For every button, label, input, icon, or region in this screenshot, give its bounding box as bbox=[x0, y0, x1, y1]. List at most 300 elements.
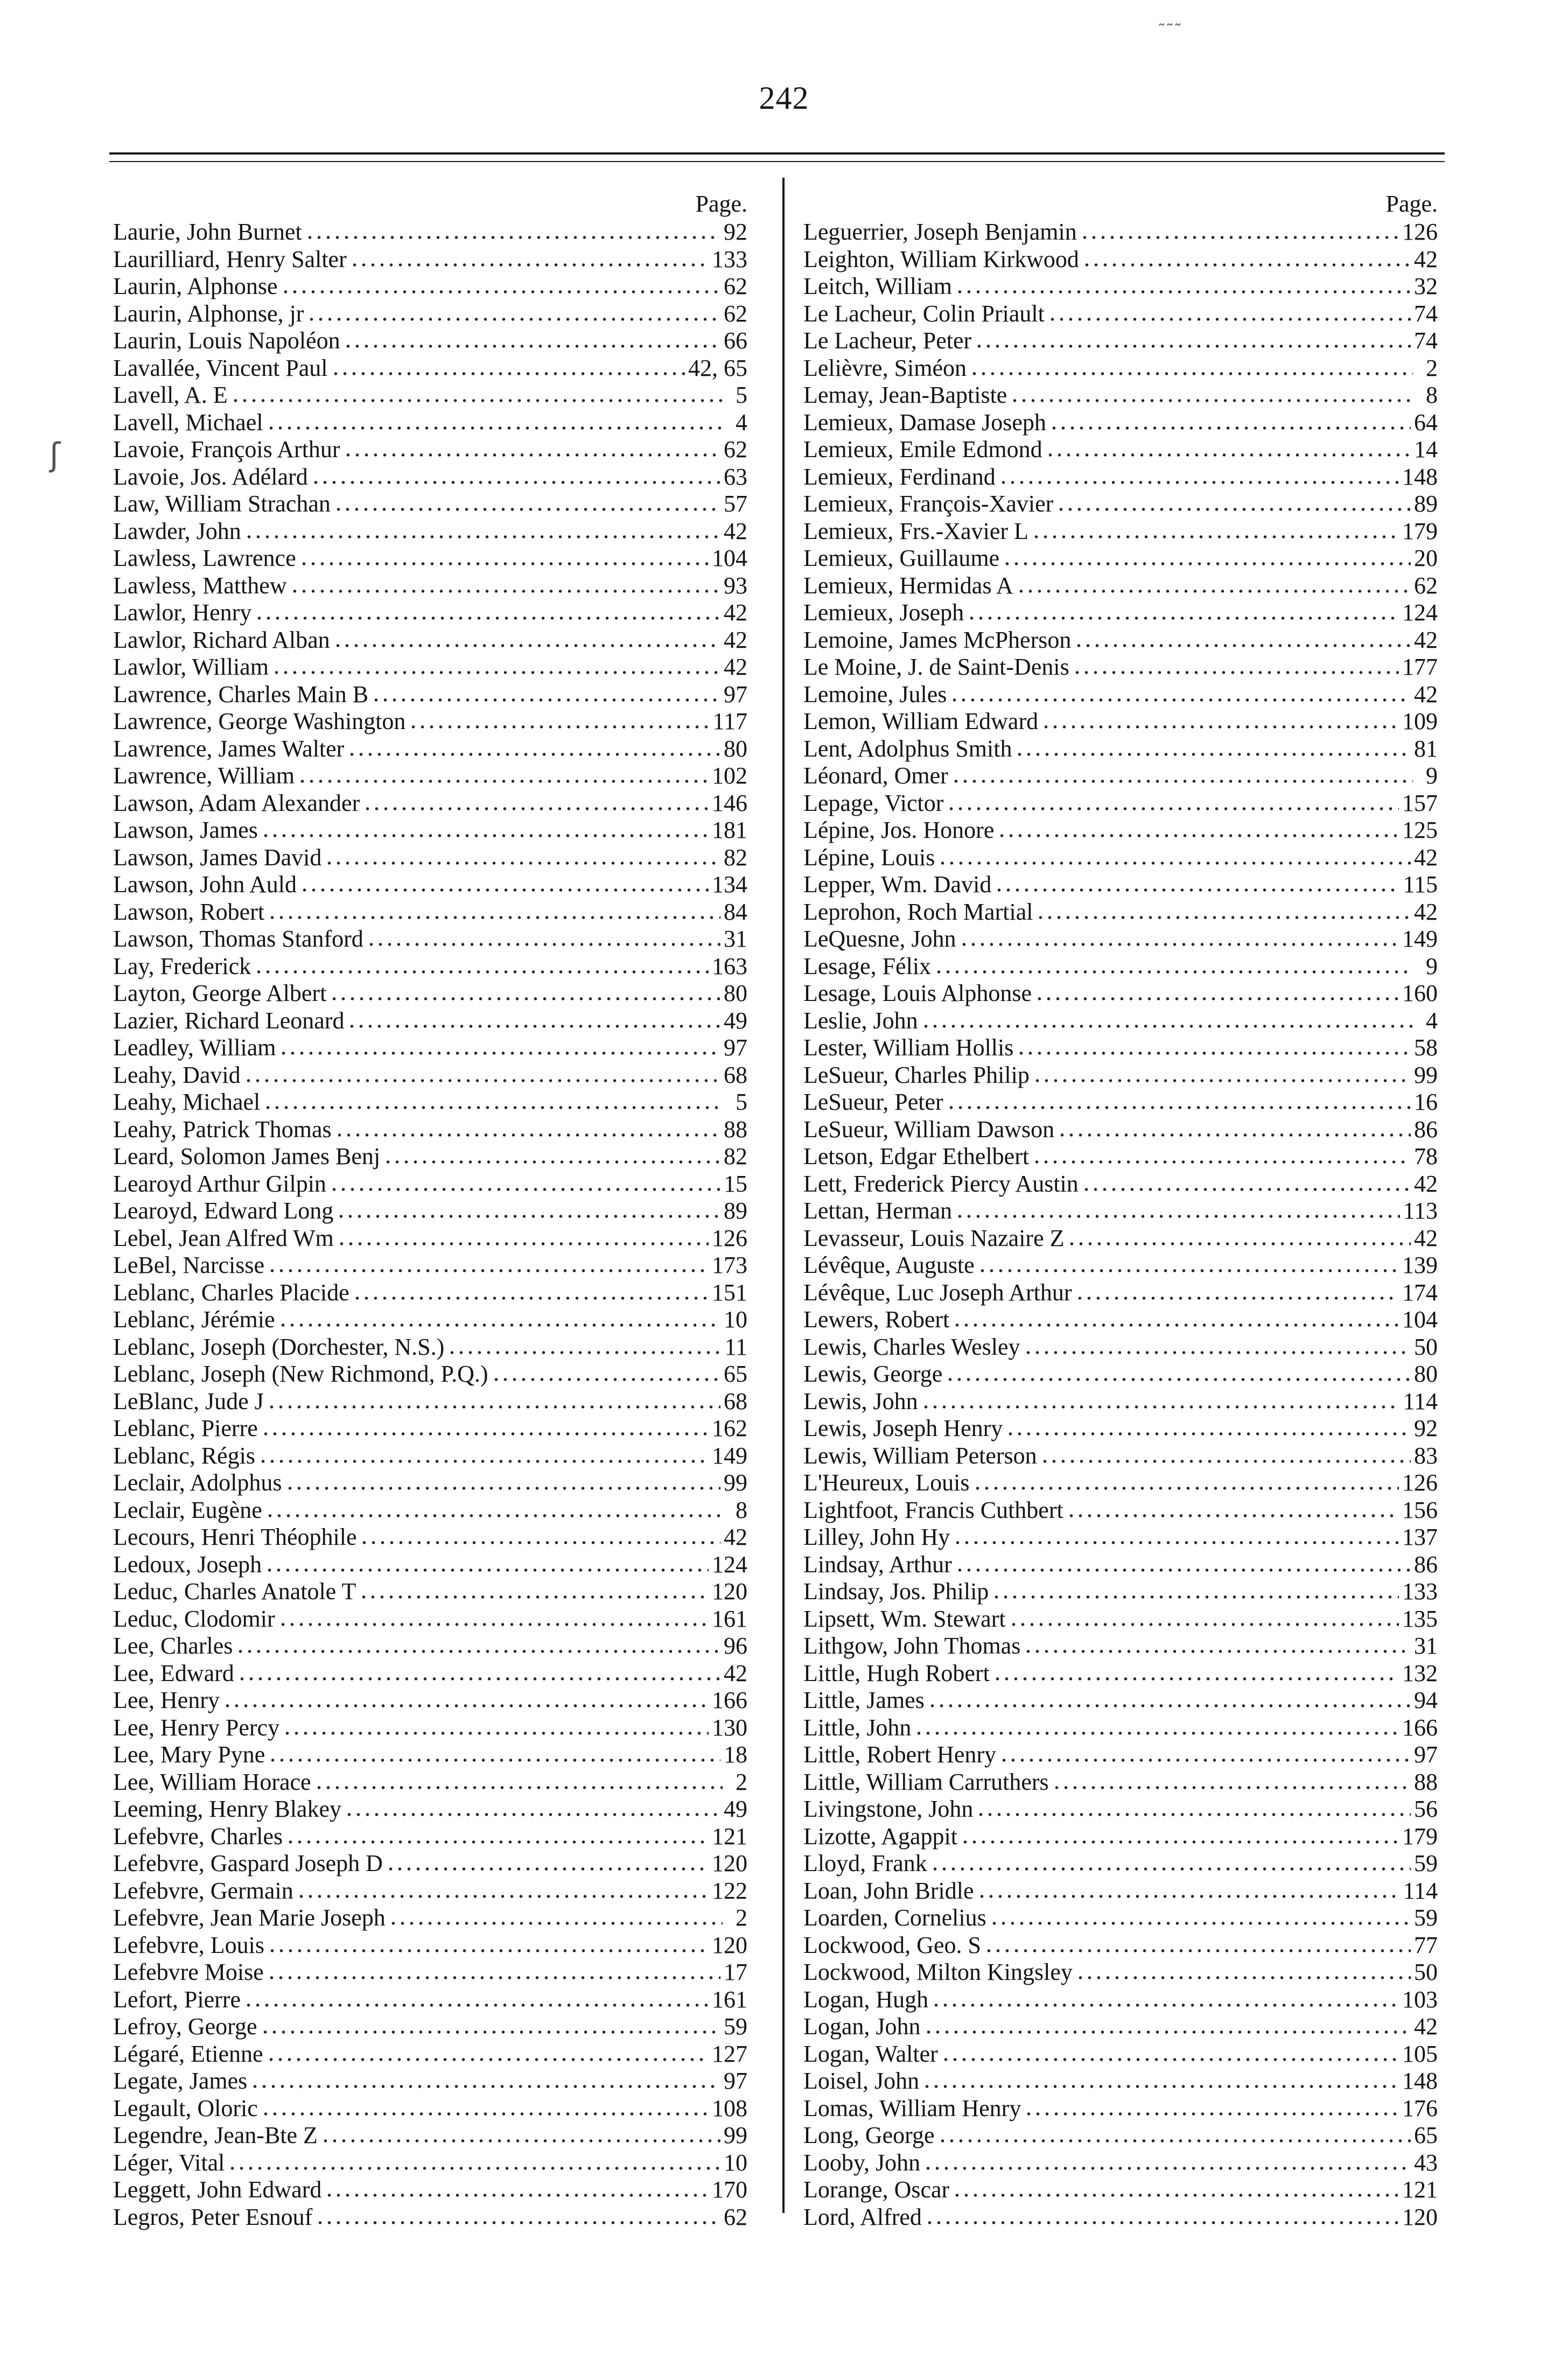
entry-page: 121 bbox=[712, 1823, 747, 1850]
entry-page: 59 bbox=[1414, 1904, 1438, 1931]
entry-name: Lepper, Wm. David bbox=[803, 871, 992, 898]
entry-page: 57 bbox=[724, 491, 747, 517]
index-entry bbox=[113, 1524, 747, 1551]
entry-page: 149 bbox=[1402, 926, 1438, 952]
entry-page: 8 bbox=[1426, 382, 1438, 408]
entry-page: 137 bbox=[1402, 1524, 1438, 1550]
dot-leader bbox=[938, 2139, 1411, 2143]
entry-page: 174 bbox=[1402, 1279, 1438, 1306]
index-entry bbox=[113, 382, 747, 409]
dot-leader bbox=[921, 1024, 1413, 1028]
dot-leader bbox=[285, 1486, 721, 1490]
entry-name: Lipsett, Wm. Stewart bbox=[803, 1605, 1006, 1632]
entry-name: Lavoie, François Arthur bbox=[113, 436, 340, 463]
index-entry bbox=[803, 2068, 1438, 2095]
entry-page: 2 bbox=[736, 1904, 747, 1931]
entry-name: Lefebvre, Louis bbox=[113, 1931, 264, 1958]
index-entry bbox=[113, 1904, 747, 1932]
entry-page: 50 bbox=[1414, 1959, 1438, 1985]
entry-name: Lawlor, William bbox=[113, 654, 269, 680]
entry-name: Layton, George Albert bbox=[113, 980, 327, 1006]
dot-leader bbox=[347, 1024, 720, 1028]
entry-name: Leclair, Adolphus bbox=[113, 1469, 282, 1496]
entry-page: 133 bbox=[1402, 1578, 1438, 1605]
dot-leader bbox=[1010, 398, 1413, 403]
entry-name: Lewis, Joseph Henry bbox=[803, 1415, 1003, 1441]
entry-name: Lee, Henry Percy bbox=[113, 1714, 280, 1741]
entry-page: 181 bbox=[712, 817, 747, 843]
entry-page: 160 bbox=[1402, 980, 1438, 1006]
index-entry bbox=[803, 1551, 1438, 1579]
dot-leader bbox=[1082, 263, 1411, 267]
index-entry bbox=[803, 1660, 1438, 1687]
index-entry bbox=[803, 1524, 1438, 1551]
dot-leader bbox=[347, 752, 720, 757]
entry-page: 126 bbox=[1402, 219, 1438, 245]
entry-name: Logan, John bbox=[803, 2013, 921, 2040]
entry-name: L'Heureux, Louis bbox=[803, 1469, 970, 1496]
entry-page: 81 bbox=[1414, 735, 1438, 762]
entry-page: 4 bbox=[736, 409, 747, 436]
index-entry bbox=[803, 518, 1438, 545]
entry-page: 146 bbox=[712, 789, 747, 816]
entry-page: 42 bbox=[724, 1659, 747, 1686]
dot-leader bbox=[316, 2221, 720, 2225]
entry-page: 121 bbox=[1402, 2176, 1438, 2203]
entry-name: Lindsay, Jos. Philip bbox=[803, 1578, 989, 1605]
dot-leader bbox=[1074, 643, 1411, 648]
index-entry bbox=[803, 1089, 1438, 1116]
entry-name: Law, William Strachan bbox=[113, 491, 331, 517]
entry-name: Laurin, Alphonse bbox=[113, 273, 278, 299]
entry-page: 89 bbox=[1414, 491, 1438, 517]
entry-page: 124 bbox=[1402, 599, 1438, 626]
entry-name: LeSueur, Charles Philip bbox=[803, 1061, 1030, 1088]
entry-page: 109 bbox=[1402, 708, 1438, 734]
index-entry bbox=[803, 1361, 1438, 1388]
entry-name: Lester, William Hollis bbox=[803, 1034, 1014, 1061]
index-entry bbox=[113, 899, 747, 926]
entry-name: Lefebvre, Charles bbox=[113, 1823, 283, 1850]
entry-page: 2 bbox=[736, 1768, 747, 1795]
entry-name: Legault, Oloric bbox=[113, 2095, 258, 2121]
entry-page: 126 bbox=[712, 1224, 747, 1251]
entry-name: Lemon, William Edward bbox=[803, 708, 1039, 734]
entry-name: Lawless, Lawrence bbox=[113, 545, 296, 571]
index-entry bbox=[803, 2041, 1438, 2068]
index-entry bbox=[803, 2176, 1438, 2204]
index-entry bbox=[803, 382, 1438, 409]
dot-leader bbox=[254, 970, 709, 974]
entry-name: LeQuesne, John bbox=[803, 926, 956, 952]
dot-leader bbox=[261, 2112, 709, 2116]
entry-name: Lettan, Herman bbox=[803, 1197, 953, 1224]
index-entry bbox=[803, 2122, 1438, 2149]
entry-name: Lawson, Adam Alexander bbox=[113, 789, 360, 816]
dot-leader bbox=[272, 670, 720, 675]
dot-leader bbox=[1052, 1785, 1411, 1790]
entry-name: LeSueur, Peter bbox=[803, 1089, 943, 1115]
entry-name: Lefebvre, Jean Marie Joseph bbox=[113, 1904, 386, 1931]
dot-leader bbox=[955, 290, 1411, 294]
entry-page: 132 bbox=[1402, 1659, 1438, 1686]
dot-leader bbox=[267, 2057, 709, 2062]
entry-name: Lecours, Henri Théophile bbox=[113, 1524, 357, 1550]
entry-page: 120 bbox=[1402, 2203, 1438, 2230]
index-entry bbox=[113, 654, 747, 681]
entry-name: Lebel, Jean Alfred Wm bbox=[113, 1224, 334, 1251]
entry-name: Lawrence, Charles Main B bbox=[113, 681, 369, 708]
entry-name: Lesage, Félix bbox=[803, 953, 932, 979]
index-entry bbox=[113, 953, 747, 981]
entry-name: Lemieux, Damase Joseph bbox=[803, 409, 1046, 436]
index-entry bbox=[803, 246, 1438, 274]
dot-leader bbox=[922, 2084, 1399, 2089]
entry-page: 125 bbox=[1402, 817, 1438, 843]
entry-page: 97 bbox=[724, 1034, 747, 1061]
index-entry bbox=[113, 518, 747, 545]
index-entry bbox=[803, 599, 1438, 627]
entry-name: Lizotte, Agappit bbox=[803, 1823, 957, 1850]
index-entry bbox=[803, 219, 1438, 246]
index-entry bbox=[113, 1606, 747, 1633]
dot-leader bbox=[265, 1568, 709, 1572]
entry-name: Learoyd Arthur Gilpin bbox=[113, 1170, 326, 1197]
entry-name: Lawder, John bbox=[113, 517, 241, 544]
dot-leader bbox=[970, 372, 1413, 376]
index-entry bbox=[113, 2095, 747, 2123]
dot-leader bbox=[286, 1840, 709, 1844]
entry-name: Leighton, William Kirkwood bbox=[803, 246, 1079, 272]
entry-name: Lavallée, Vincent Paul bbox=[113, 354, 328, 381]
dot-leader bbox=[279, 1051, 720, 1055]
entry-page: 42 bbox=[724, 654, 747, 680]
dot-leader bbox=[268, 1758, 720, 1762]
entry-page: 114 bbox=[1403, 1388, 1438, 1414]
entry-name: Lefebvre, Gaspard Joseph D bbox=[113, 1850, 383, 1876]
index-entry bbox=[113, 1361, 747, 1388]
entry-page: 99 bbox=[724, 1469, 747, 1496]
index-entry bbox=[803, 409, 1438, 437]
entry-name: Lévêque, Auguste bbox=[803, 1252, 975, 1278]
entry-name: Lockwood, Geo. S bbox=[803, 1931, 981, 1958]
index-entry bbox=[113, 1442, 747, 1470]
entry-name: Lewis, Charles Wesley bbox=[803, 1333, 1020, 1360]
entry-name: Lawlor, Richard Alban bbox=[113, 626, 330, 653]
dot-leader bbox=[1041, 725, 1399, 729]
entry-name: Lesage, Louis Alphonse bbox=[803, 980, 1032, 1006]
index-entry bbox=[113, 1143, 747, 1171]
index-entry bbox=[113, 2013, 747, 2041]
index-entry bbox=[113, 1034, 747, 1062]
entry-page: 134 bbox=[712, 871, 747, 898]
index-entry bbox=[113, 1850, 747, 1878]
entry-page: 161 bbox=[712, 1605, 747, 1632]
dot-leader bbox=[300, 888, 709, 892]
dot-leader bbox=[1082, 1187, 1411, 1192]
index-entry bbox=[113, 219, 747, 246]
entry-name: Learoyd, Edward Long bbox=[113, 1197, 334, 1224]
entry-page: 11 bbox=[724, 1333, 747, 1360]
right-column bbox=[803, 190, 1438, 2231]
entry-page: 102 bbox=[712, 762, 747, 789]
entry-page: 177 bbox=[1402, 654, 1438, 680]
index-entry bbox=[113, 273, 747, 300]
entry-name: Lloyd, Frank bbox=[803, 1850, 927, 1876]
entry-name: Laurilliard, Henry Salter bbox=[113, 246, 347, 272]
entry-page: 88 bbox=[1414, 1768, 1438, 1795]
index-entry bbox=[113, 871, 747, 899]
entry-name: Leguerrier, Joseph Benjamin bbox=[803, 219, 1077, 245]
entry-name: Lavoie, Jos. Adélard bbox=[113, 463, 308, 490]
dot-leader bbox=[353, 1296, 709, 1300]
index-entry bbox=[803, 1687, 1438, 1714]
entry-page: 62 bbox=[1414, 572, 1438, 599]
dot-leader bbox=[1040, 1459, 1411, 1463]
dot-leader bbox=[267, 1405, 720, 1409]
dot-leader bbox=[305, 235, 720, 240]
entry-name: Lilley, John Hy bbox=[803, 1524, 950, 1550]
index-entry bbox=[803, 1959, 1438, 1986]
entry-page: 83 bbox=[1414, 1442, 1438, 1469]
dot-leader bbox=[244, 2003, 709, 2007]
entry-page: 163 bbox=[712, 953, 747, 979]
index-entry bbox=[803, 2095, 1438, 2123]
entry-page: 42 bbox=[724, 517, 747, 544]
index-entry bbox=[113, 1714, 747, 1742]
index-entry bbox=[803, 1850, 1438, 1878]
dot-leader bbox=[331, 372, 685, 376]
entry-page: 166 bbox=[712, 1687, 747, 1713]
dot-leader bbox=[1024, 2112, 1399, 2116]
entry-page: 166 bbox=[1402, 1714, 1438, 1741]
dot-leader bbox=[337, 1214, 720, 1218]
entry-page: 89 bbox=[724, 1197, 747, 1224]
entry-page: 113 bbox=[1403, 1197, 1438, 1224]
dot-leader bbox=[314, 1785, 723, 1790]
entry-page: 31 bbox=[1414, 1633, 1438, 1659]
entry-name: Lay, Frederick bbox=[113, 953, 251, 979]
dot-leader bbox=[250, 2084, 720, 2089]
entry-name: Lavell, Michael bbox=[113, 409, 263, 436]
dot-leader bbox=[1036, 915, 1411, 920]
entry-page: 122 bbox=[712, 1877, 747, 1904]
index-entry bbox=[113, 1306, 747, 1334]
entry-name: Leard, Solomon James Benj bbox=[113, 1143, 381, 1170]
dot-leader bbox=[359, 1595, 709, 1599]
entry-name: Leclair, Eugène bbox=[113, 1496, 262, 1523]
dot-leader bbox=[367, 942, 720, 947]
entry-page: 82 bbox=[724, 844, 747, 871]
index-entry bbox=[803, 871, 1438, 899]
entry-name: Lemieux, Frs.-Xavier L bbox=[803, 517, 1028, 544]
entry-page: 93 bbox=[724, 572, 747, 599]
entry-page: 96 bbox=[724, 1633, 747, 1659]
entry-page: 94 bbox=[1414, 1687, 1438, 1713]
dot-leader bbox=[1049, 426, 1411, 430]
stray-ink-mark: ˜˜˜ bbox=[1158, 22, 1182, 40]
dot-leader bbox=[268, 915, 720, 920]
index-entry bbox=[803, 572, 1438, 600]
entry-name: Legate, James bbox=[113, 2068, 248, 2094]
index-entry bbox=[803, 1388, 1438, 1416]
entry-name: Lewis, William Peterson bbox=[803, 1442, 1037, 1469]
entry-name: Loan, John Bridle bbox=[803, 1877, 974, 1904]
dot-leader bbox=[961, 1840, 1399, 1844]
entry-name: Lawrence, James Walter bbox=[113, 735, 345, 762]
entry-name: Lefroy, George bbox=[113, 2013, 257, 2040]
dot-leader bbox=[1009, 1622, 1399, 1627]
entry-name: Lee, Edward bbox=[113, 1659, 234, 1686]
entry-page: 42 bbox=[724, 1524, 747, 1550]
index-entry bbox=[113, 1171, 747, 1198]
dot-leader bbox=[330, 1187, 720, 1192]
index-entry bbox=[113, 1197, 747, 1225]
index-entry bbox=[113, 2122, 747, 2149]
dot-leader bbox=[977, 1894, 1400, 1899]
entry-page: 18 bbox=[724, 1741, 747, 1768]
index-entry bbox=[803, 1197, 1438, 1225]
entry-name: Lewis, George bbox=[803, 1361, 943, 1387]
index-entry bbox=[113, 1252, 747, 1279]
entry-name: Lorange, Oscar bbox=[803, 2176, 950, 2203]
entry-name: Lewers, Robert bbox=[803, 1306, 950, 1333]
entry-page: 148 bbox=[1402, 2068, 1438, 2094]
entry-page: 133 bbox=[712, 246, 747, 272]
entry-page: 42 bbox=[1414, 1224, 1438, 1251]
dot-leader bbox=[492, 1377, 720, 1382]
dot-leader bbox=[330, 997, 720, 1001]
dot-leader bbox=[372, 698, 720, 702]
entry-name: Leblanc, Jérémie bbox=[113, 1306, 275, 1333]
index-entry bbox=[113, 409, 747, 437]
dot-leader bbox=[278, 1323, 720, 1327]
index-entry bbox=[803, 545, 1438, 572]
entry-name: Lawson, James bbox=[113, 817, 258, 843]
entry-name: Lee, Henry bbox=[113, 1687, 220, 1713]
dot-leader bbox=[932, 2003, 1399, 2007]
entry-page: 63 bbox=[724, 463, 747, 490]
dot-leader bbox=[930, 1867, 1411, 1871]
dot-leader bbox=[947, 1105, 1411, 1110]
entry-name: Lemieux, Joseph bbox=[803, 599, 964, 626]
entry-page: 149 bbox=[712, 1442, 747, 1469]
entry-name: Lawson, John Auld bbox=[113, 871, 297, 898]
entry-page: 135 bbox=[1402, 1605, 1438, 1632]
dot-leader bbox=[955, 1568, 1411, 1572]
dot-leader bbox=[337, 1242, 709, 1246]
entry-name: Livingstone, John bbox=[803, 1796, 974, 1822]
entry-name: Leahy, Patrick Thomas bbox=[113, 1116, 332, 1143]
dot-leader bbox=[360, 1540, 720, 1545]
entry-name: Leitch, William bbox=[803, 273, 953, 299]
index-entry bbox=[803, 844, 1438, 872]
header-rule bbox=[109, 152, 1445, 155]
dot-leader bbox=[283, 1731, 709, 1735]
entry-page: 59 bbox=[1414, 1850, 1438, 1876]
index-entry bbox=[803, 1823, 1438, 1851]
entry-page: 58 bbox=[1414, 1034, 1438, 1061]
entry-name: Lepage, Victor bbox=[803, 789, 944, 816]
entry-name: Lee, Mary Pyne bbox=[113, 1741, 265, 1768]
entry-name: Little, John bbox=[803, 1714, 912, 1741]
entry-name: Lefebvre Moise bbox=[113, 1959, 264, 1985]
index-entry bbox=[113, 1578, 747, 1606]
entry-name: Le Lacheur, Peter bbox=[803, 327, 972, 354]
index-entry bbox=[113, 300, 747, 328]
entry-page: 31 bbox=[724, 926, 747, 952]
entry-page: 120 bbox=[712, 1578, 747, 1605]
entry-name: Le Lacheur, Colin Priault bbox=[803, 300, 1045, 327]
entry-page: 104 bbox=[1402, 1306, 1438, 1333]
entry-name: Little, Hugh Robert bbox=[803, 1659, 990, 1686]
entry-name: Lightfoot, Francis Cuthbert bbox=[803, 1496, 1063, 1523]
index-entry bbox=[803, 2204, 1438, 2231]
dot-leader bbox=[334, 507, 720, 512]
index-entry bbox=[803, 1334, 1438, 1361]
entry-page: 49 bbox=[724, 1007, 747, 1034]
dot-leader bbox=[1035, 997, 1399, 1001]
index-entry bbox=[113, 1388, 747, 1416]
entry-name: Leblanc, Joseph (New Richmond, P.Q.) bbox=[113, 1361, 488, 1387]
entry-name: Lelièvre, Siméon bbox=[803, 354, 967, 381]
entry-name: Leslie, John bbox=[803, 1007, 918, 1034]
dot-leader bbox=[1056, 507, 1411, 512]
index-entry bbox=[803, 627, 1438, 654]
entry-page: 42 bbox=[1414, 1170, 1438, 1197]
entry-name: Lawson, Thomas Stanford bbox=[113, 926, 363, 952]
index-entry bbox=[803, 708, 1438, 736]
entry-page: 156 bbox=[1402, 1496, 1438, 1523]
entry-page: 161 bbox=[712, 1986, 747, 2013]
dot-leader bbox=[999, 1758, 1411, 1762]
entry-page: 56 bbox=[1414, 1796, 1438, 1822]
dot-leader bbox=[298, 779, 709, 783]
dot-leader bbox=[924, 2030, 1411, 2034]
dot-leader bbox=[990, 1921, 1411, 1925]
index-entry bbox=[803, 1714, 1438, 1742]
index-entry bbox=[113, 1225, 747, 1252]
index-entry bbox=[113, 681, 747, 709]
dot-leader bbox=[267, 426, 723, 430]
index-entry bbox=[803, 1415, 1438, 1442]
dot-leader bbox=[268, 1949, 709, 1953]
entry-name: Légaré, Etienne bbox=[113, 2040, 263, 2067]
index-entry bbox=[803, 1225, 1438, 1252]
entry-page: 15 bbox=[724, 1170, 747, 1197]
dot-leader bbox=[953, 1323, 1399, 1327]
dot-leader bbox=[928, 1704, 1411, 1708]
index-entry bbox=[113, 1986, 747, 2014]
entry-name: Laurin, Louis Napoléon bbox=[113, 327, 340, 354]
dot-leader bbox=[258, 1459, 709, 1463]
dot-leader bbox=[1015, 752, 1411, 757]
index-entry bbox=[113, 790, 747, 817]
right-index-list bbox=[803, 219, 1438, 2231]
entry-name: Lemieux, Emile Edmond bbox=[803, 436, 1042, 463]
index-entry bbox=[803, 1606, 1438, 1633]
dot-leader bbox=[389, 1921, 723, 1925]
index-entry bbox=[803, 1932, 1438, 1959]
entry-name: Lee, Charles bbox=[113, 1633, 233, 1659]
entry-page: 42 bbox=[724, 626, 747, 653]
entry-page: 151 bbox=[712, 1279, 747, 1306]
index-entry bbox=[113, 1089, 747, 1116]
entry-page: 4 bbox=[1426, 1007, 1438, 1034]
index-entry bbox=[113, 1469, 747, 1497]
entry-page: 59 bbox=[724, 2013, 747, 2040]
index-entry bbox=[113, 1116, 747, 1144]
